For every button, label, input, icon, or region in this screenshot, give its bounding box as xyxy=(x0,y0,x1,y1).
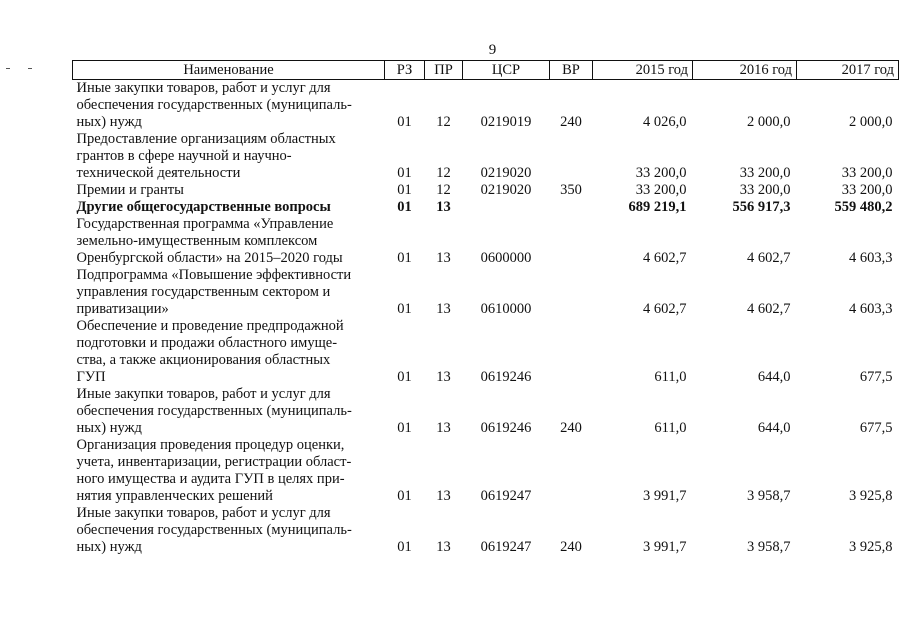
row-pr: 13 xyxy=(436,420,451,436)
header-name: Наименование xyxy=(73,61,385,80)
row-value-2016: 4 602,7 xyxy=(747,250,791,266)
row-rz: 01 xyxy=(397,199,412,215)
row-value-2017: 2 000,0 xyxy=(849,114,893,130)
row-rz: 01 xyxy=(397,182,412,198)
row-value-2016: 644,0 xyxy=(757,420,791,436)
row-pr: 13 xyxy=(436,250,451,266)
row-name: Подпрограмма «Повышение эффективности управления государственным сектором и приватизации» xyxy=(76,267,352,317)
table-row xyxy=(73,216,899,267)
table-row xyxy=(73,182,899,199)
header-2016: 2016 год xyxy=(693,61,797,80)
row-csr: 0219020 xyxy=(480,182,532,198)
row-pr: 13 xyxy=(436,369,451,385)
table-row xyxy=(73,199,899,216)
table-header-row xyxy=(73,61,899,80)
row-value-2016: 2 000,0 xyxy=(747,114,791,130)
row-rz: 01 xyxy=(397,488,412,504)
row-vr xyxy=(550,131,593,182)
row-vr xyxy=(550,267,593,318)
row-value-2015: 689 219,1 xyxy=(628,199,687,215)
row-rz: 01 xyxy=(397,165,412,181)
table-row xyxy=(73,131,899,182)
row-csr: 0619246 xyxy=(480,369,532,385)
row-value-2016: 4 602,7 xyxy=(747,301,791,317)
header-csr: ЦСР xyxy=(463,61,550,80)
row-value-2015: 4 602,7 xyxy=(643,250,687,266)
header-2015: 2015 год xyxy=(593,61,693,80)
row-value-2017: 3 925,8 xyxy=(849,539,893,555)
margin-mark xyxy=(28,68,32,69)
row-pr: 13 xyxy=(436,488,451,504)
row-name: Государственная программа «Управление земельно-имущественным комплексом Оренбургской области» на 2015–2020 годы xyxy=(76,216,343,266)
row-rz: 01 xyxy=(397,539,412,555)
row-rz: 01 xyxy=(397,250,412,266)
row-name: Предоставление организациям областных грантов в сфере научной и научно- технической деятельности xyxy=(76,131,336,181)
row-value-2017: 4 603,3 xyxy=(849,301,893,317)
row-rz: 01 xyxy=(397,114,412,130)
row-csr: 0619247 xyxy=(480,539,532,555)
row-rz: 01 xyxy=(397,369,412,385)
row-vr xyxy=(550,437,593,505)
row-value-2015: 3 991,7 xyxy=(643,539,687,555)
row-name: Другие общегосударственные вопросы xyxy=(76,199,331,215)
row-vr xyxy=(550,216,593,267)
row-vr: 350 xyxy=(560,182,582,198)
row-rz: 01 xyxy=(397,301,412,317)
table-row xyxy=(73,80,899,132)
row-pr: 13 xyxy=(436,539,451,555)
row-name: Иные закупки товаров, работ и услуг для обеспечения государственных (муниципаль- ных) нужд xyxy=(76,505,352,555)
header-pr: ПР xyxy=(425,61,463,80)
header-2017: 2017 год xyxy=(797,61,899,80)
row-csr: 0610000 xyxy=(480,301,532,317)
row-value-2016: 3 958,7 xyxy=(747,488,791,504)
row-value-2016: 644,0 xyxy=(757,369,791,385)
row-name: Обеспечение и проведение предпродажной подготовки и продажи областного имуще- ства, а также акционирования областных ГУП xyxy=(76,318,344,385)
row-name: Премии и гранты xyxy=(76,182,184,198)
row-csr: 0219020 xyxy=(480,165,532,181)
row-value-2015: 33 200,0 xyxy=(635,165,687,181)
row-name: Иные закупки товаров, работ и услуг для обеспечения государственных (муниципаль- ных) нужд xyxy=(76,80,352,130)
row-csr: 0600000 xyxy=(480,250,532,266)
row-value-2015: 611,0 xyxy=(654,369,687,385)
row-vr xyxy=(550,318,593,386)
row-value-2015: 4 602,7 xyxy=(643,301,687,317)
row-value-2017: 677,5 xyxy=(859,369,893,385)
table-row xyxy=(73,318,899,386)
header-rz: РЗ xyxy=(385,61,425,80)
row-value-2017: 677,5 xyxy=(859,420,893,436)
row-pr: 13 xyxy=(436,301,451,317)
row-name: Организация проведения процедур оценки, учета, инвентаризации, регистрации област- ного имущества и аудита ГУП в целях при- нятия управленческих решений xyxy=(76,437,352,504)
row-csr xyxy=(463,199,550,216)
row-csr: 0619247 xyxy=(480,488,532,504)
row-value-2016: 556 917,3 xyxy=(732,199,791,215)
row-value-2017: 4 603,3 xyxy=(849,250,893,266)
margin-mark xyxy=(6,68,10,69)
row-vr: 240 xyxy=(560,114,582,130)
table-row xyxy=(73,505,899,556)
row-value-2017: 33 200,0 xyxy=(841,165,893,181)
row-pr: 12 xyxy=(436,165,451,181)
row-value-2015: 4 026,0 xyxy=(643,114,687,130)
row-value-2016: 3 958,7 xyxy=(747,539,791,555)
row-vr xyxy=(550,199,593,216)
table-row xyxy=(73,267,899,318)
table-body xyxy=(73,80,899,557)
row-pr: 12 xyxy=(436,114,451,130)
row-value-2017: 33 200,0 xyxy=(841,182,893,198)
row-value-2017: 559 480,2 xyxy=(834,199,893,215)
row-value-2015: 3 991,7 xyxy=(643,488,687,504)
row-value-2016: 33 200,0 xyxy=(739,165,791,181)
page-number: 9 xyxy=(488,42,497,58)
row-value-2015: 33 200,0 xyxy=(635,182,687,198)
row-pr: 13 xyxy=(436,199,451,215)
row-vr: 240 xyxy=(560,420,582,436)
row-value-2016: 33 200,0 xyxy=(739,182,791,198)
table-row xyxy=(73,386,899,437)
row-vr: 240 xyxy=(560,539,582,555)
table-row xyxy=(73,437,899,505)
row-value-2015: 611,0 xyxy=(654,420,687,436)
row-pr: 12 xyxy=(436,182,451,198)
header-vr: ВР xyxy=(550,61,593,80)
row-value-2017: 3 925,8 xyxy=(849,488,893,504)
row-name: Иные закупки товаров, работ и услуг для обеспечения государственных (муниципаль- ных) нужд xyxy=(76,386,352,436)
row-csr: 0619246 xyxy=(480,420,532,436)
budget-table xyxy=(72,60,899,556)
row-csr: 0219019 xyxy=(480,114,532,130)
row-rz: 01 xyxy=(397,420,412,436)
